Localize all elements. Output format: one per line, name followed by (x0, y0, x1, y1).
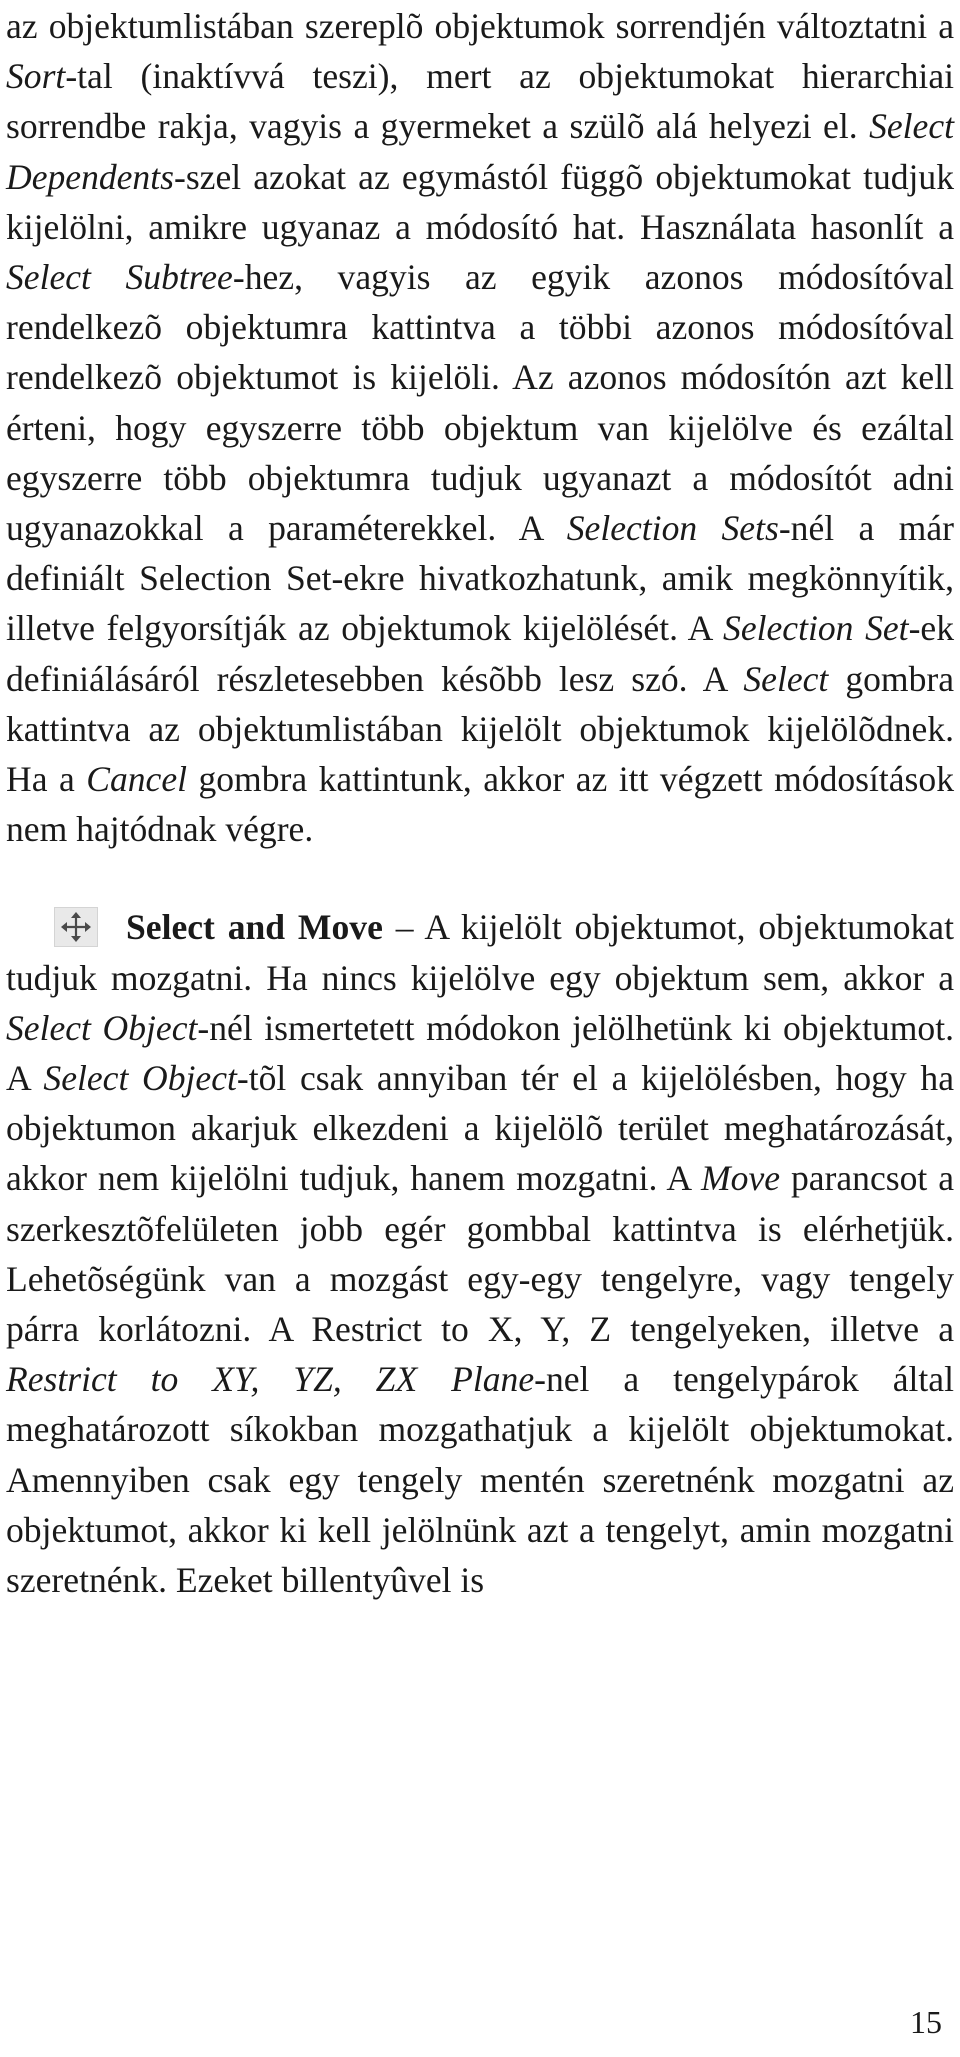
text-run: az objektumlistában szereplõ objektumok sorrendjén változtatni a (6, 6, 954, 46)
text-run: -tal (inaktívvá teszi), mert az objektumokat hierarchiai sorrendbe rakja, vagyis a gyermeket a szülõ alá helyezi el. (6, 56, 954, 147)
text-run: -nél a már definiált Selection Set-ekre hivatkozhatunk, amik megkönnyítik, illetve felgyorsítják az objektumok kijelölését. A (6, 508, 954, 649)
term-selection-set: Selection Set (723, 608, 909, 649)
term-restrict-planes: Restrict to XY, YZ, ZX Plane (6, 1359, 535, 1400)
text-run: -nel a tengelypárok által meghatározott síkokban mozgathatjuk a kijelölt objektumokat. Amennyiben csak egy tengely mentén szeretnénk mozgatni az objektumot, akkor ki kell jelölnünk azt a tengelyt, amin mozgatni szeretnénk. Ezeket billentyûvel is (6, 1359, 954, 1601)
text-run: -ek definiálásáról részletesebben késõbb lesz szó. A (6, 608, 954, 699)
text-run: parancsot a szerkesztõfelületen jobb egér gombbal kattintva is elérhetjük. Lehetõségünk van a mozgást egy-egy tengelyre, vagy tengely párra korlátozni. A Restrict to X, Y, Z tengelyeken, illetve a (6, 1158, 954, 1350)
term-select-dependents: Select Dependents (6, 106, 954, 197)
text-run: -szel azokat az egymástól függõ objektumokat tudjuk kijelölni, amikre ugyanaz a módosító hat. Használata hasonlít a (6, 156, 954, 247)
text-run: – A kijelölt objektumot, objektumokat tudjuk mozgatni. Ha nincs kijelölve egy objektum sem, akkor a (6, 907, 954, 998)
paragraph-selection-options (6, 1, 954, 854)
term-select-subtree: Select Subtree (6, 257, 233, 298)
term-sort: Sort (6, 56, 66, 97)
term-move: Move (701, 1158, 781, 1199)
term-select-object: Select Object (43, 1058, 237, 1099)
term-select: Select (743, 658, 829, 699)
paragraph-text (6, 902, 954, 1605)
move-icon-graphic (60, 911, 92, 943)
move-icon (54, 907, 98, 947)
text-run: gombra kattintunk, akkor az itt végzett módosítások nem hajtódnak végre. (6, 759, 954, 850)
paragraph-text (6, 1, 954, 854)
paragraph-select-and-move (6, 902, 954, 1605)
term-cancel: Cancel (86, 759, 187, 800)
document-page (6, 0, 954, 1605)
term-selection-sets: Selection Sets (566, 508, 779, 549)
term-select-object: Select Object (6, 1007, 198, 1048)
text-run: -hez, vagyis az egyik azonos módosítóval rendelkezõ objektumra kattintva a többi azonos módosítóval rendelkezõ objektumot is kijelöli. Az azonos módosítón azt kell érteni, hogy egyszerre több objektum van kijelölve és ezáltal egyszerre több objektumra tudjuk ugyanazt a módosítót adni ugyanazokkal a paraméterekkel. A (6, 257, 954, 549)
page-number: 15 (910, 2004, 942, 2040)
section-heading: Select and Move (126, 907, 383, 948)
text-run: gombra kattintva az objektumlistában kijelölt objektumok kijelölõdnek. Ha a (6, 658, 954, 800)
text-run: -tõl csak annyiban tér el a kijelölésben, hogy ha objektumon akarjuk elkezdeni a kijelölõ terület meghatározását, akkor nem kijelölni tudjuk, hanem mozgatni. A (6, 1058, 954, 1199)
text-run: -nél ismertetett módokon jelölhetünk ki objektumot. A (6, 1007, 954, 1099)
